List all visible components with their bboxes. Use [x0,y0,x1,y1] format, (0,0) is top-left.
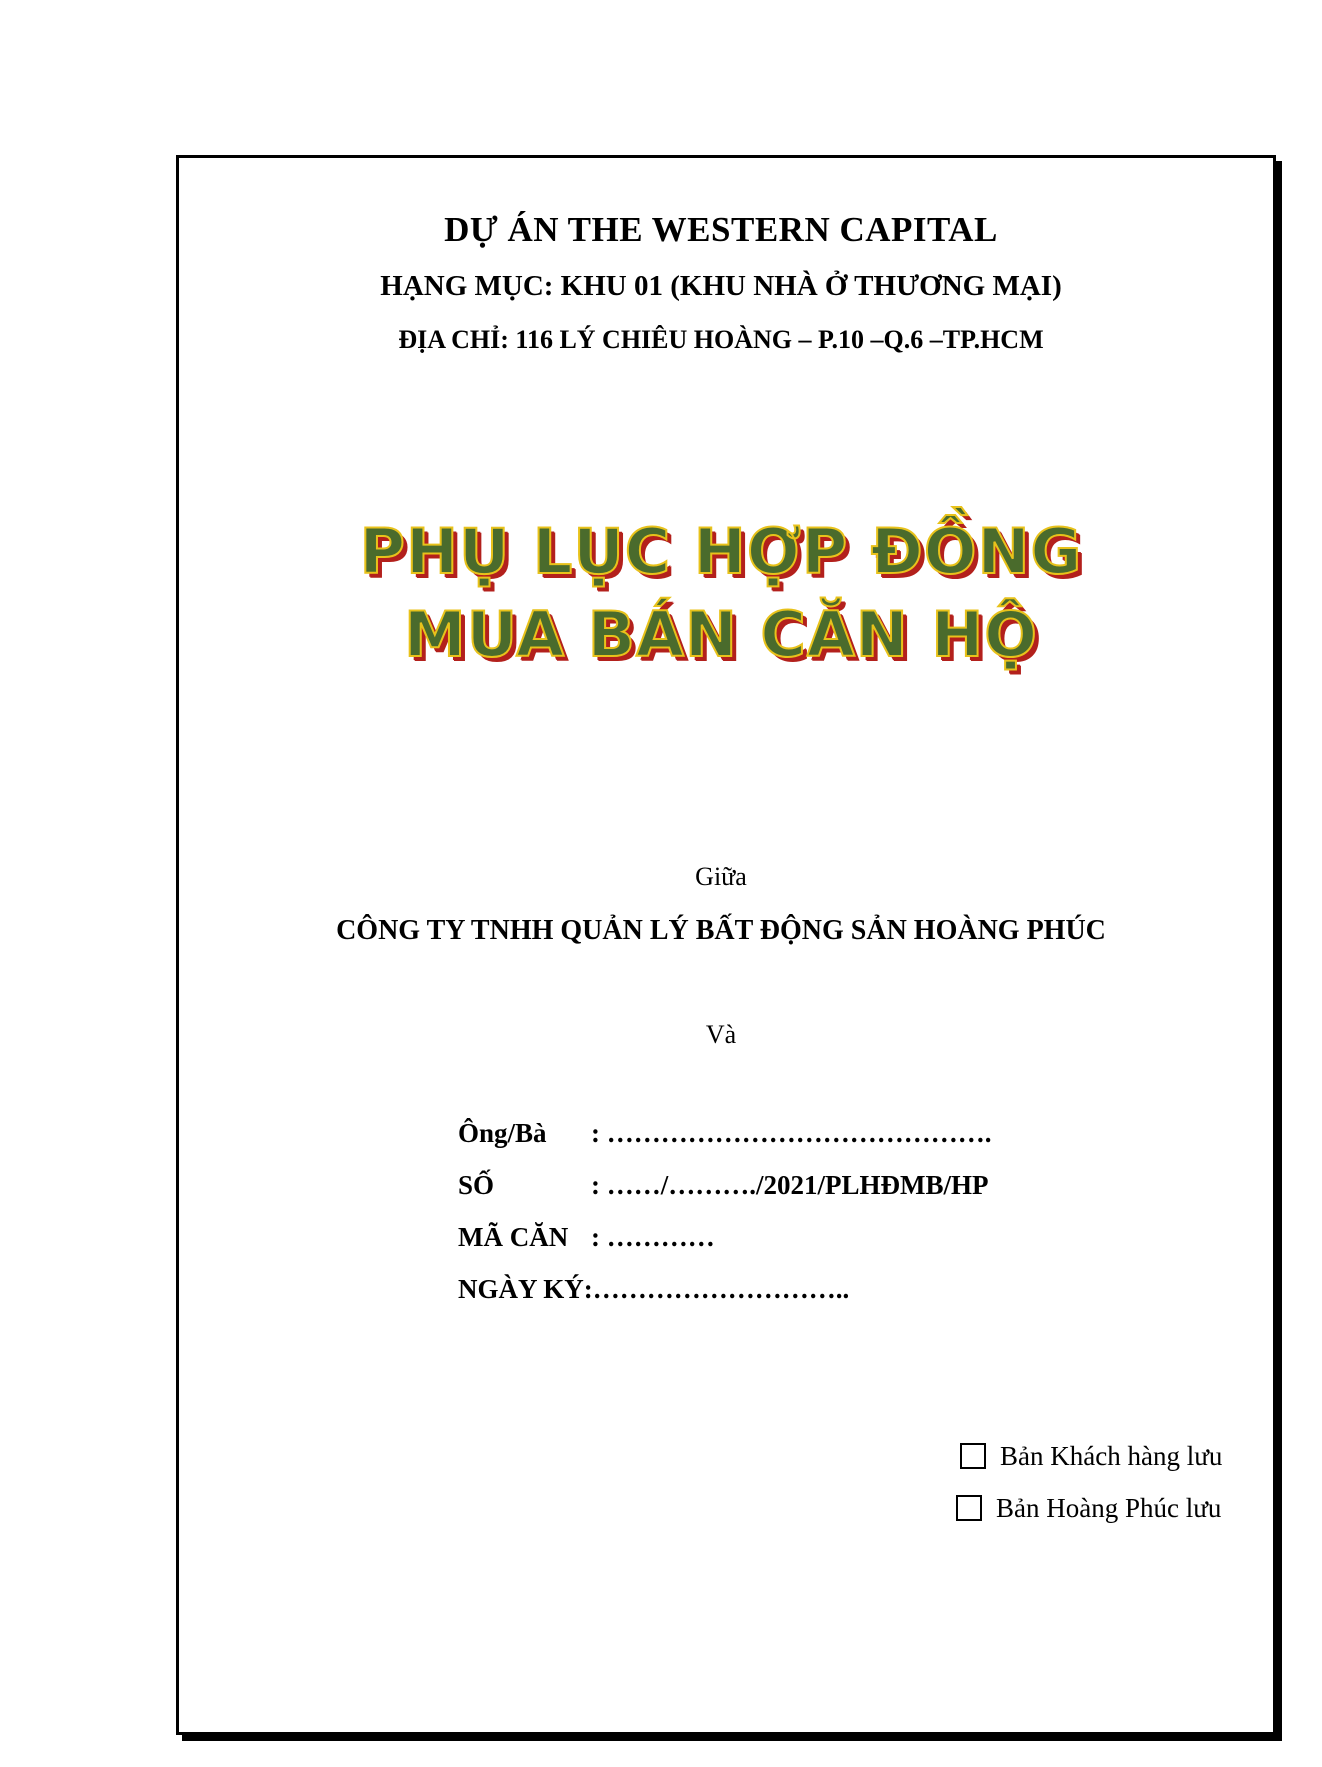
copy-customer[interactable] [960,1430,1222,1482]
field-value: : ……/………./2021/PLHĐMB/HP [591,1170,989,1200]
between-label: Giữa [695,862,747,891]
field-value: ……………………….. [592,1274,850,1304]
checkbox-label: Bản Khách hàng lưu [1000,1440,1223,1471]
copy-hoang-phuc[interactable] [956,1482,1222,1534]
field-sign-date [458,1274,992,1326]
copy-checklist [960,1430,1222,1534]
document-title-line-2: MUA BÁN CĂN HỘ [404,598,1038,671]
field-label: SỐ [458,1170,495,1200]
project-title: DỰ ÁN THE WESTERN CAPITAL [444,210,998,249]
field-label: NGÀY KÝ: [458,1274,593,1304]
field-unit-code [458,1222,992,1274]
field-customer [458,1118,992,1170]
checkbox[interactable] [956,1495,982,1521]
field-number [458,1170,992,1222]
category-line: HẠNG MỤC: KHU 01 (KHU NHÀ Ở THƯƠNG MẠI) [380,270,1062,302]
field-value: : ………… [591,1222,715,1252]
contract-fields [458,1118,992,1326]
address-line: ĐỊA CHỈ: 116 LÝ CHIÊU HOÀNG – P.10 –Q.6 –TP.HCM [398,325,1044,354]
document-title-line-1: PHỤ LỤC HỢP ĐỒNG [359,515,1083,588]
field-value: : ……………………………………. [591,1118,992,1148]
checkbox[interactable] [960,1443,986,1469]
and-label: Và [705,1020,737,1049]
checkbox-label: Bản Hoàng Phúc lưu [996,1492,1222,1523]
field-label: MÃ CĂN [458,1222,569,1252]
company-name: CÔNG TY TNHH QUẢN LÝ BẤT ĐỘNG SẢN HOÀNG PHÚC [336,915,1106,946]
field-label: Ông/Bà [458,1118,547,1148]
